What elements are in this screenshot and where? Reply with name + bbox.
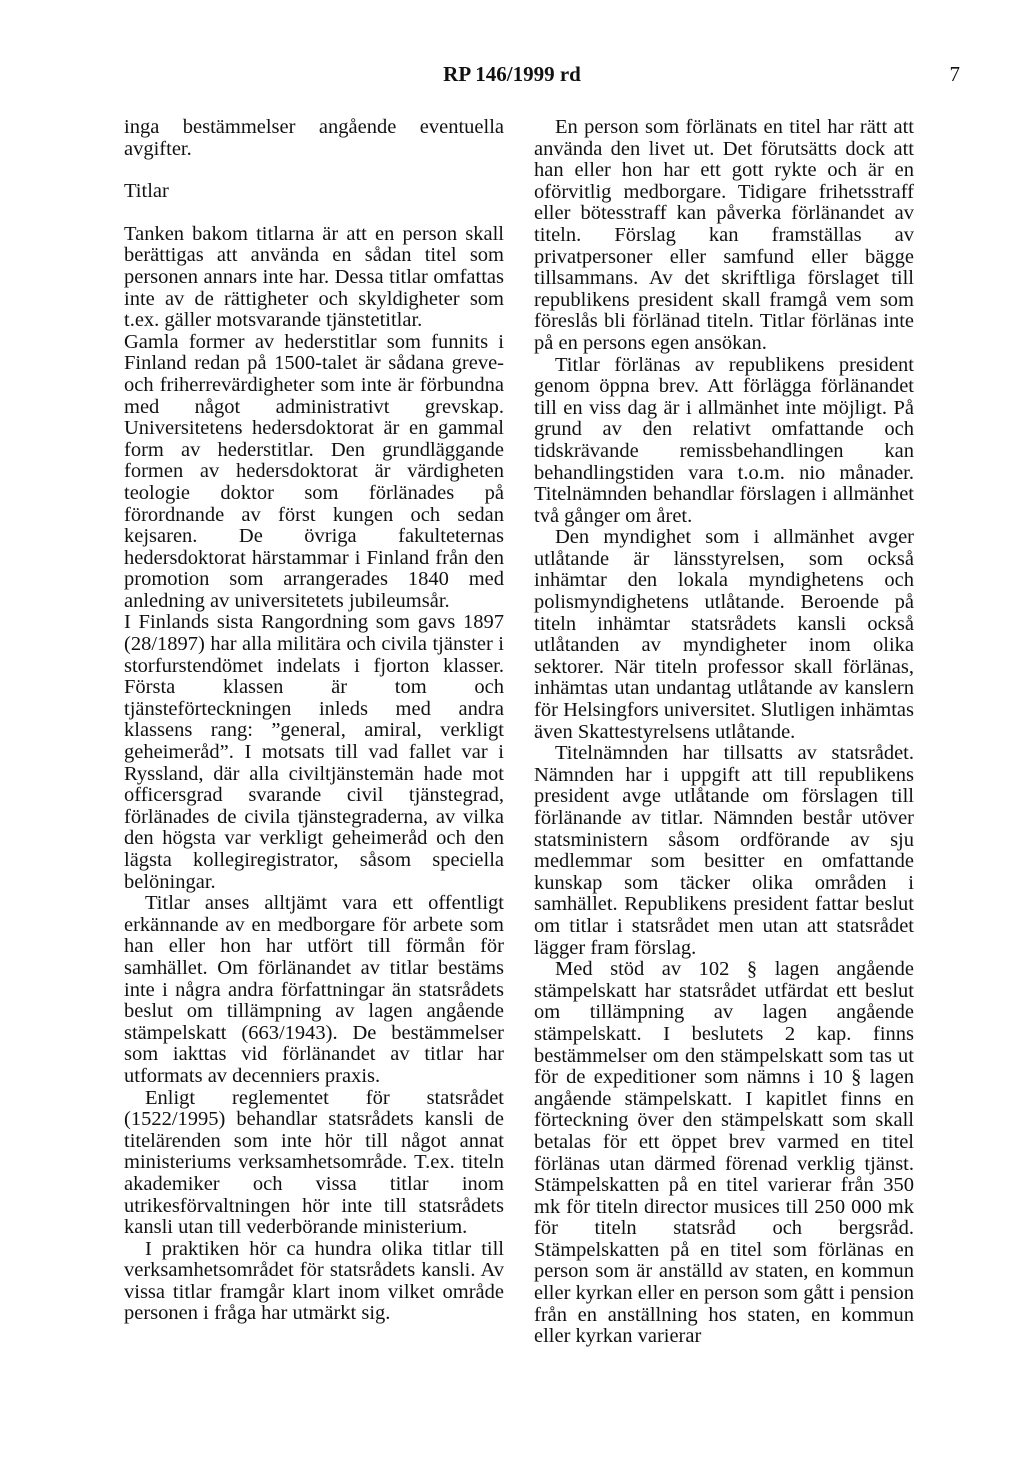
paragraph: inga bestämmelser angående eventuella avgifter. [124, 116, 504, 160]
left-column [124, 117, 504, 1325]
paragraph: I Finlands sista Rangordning som gavs 1897 (28/1897) har alla militära och civila tjänster i storfurstendömet indelats i fjorton klasser. Första klassen är tom och tjänsteförteckningen inleds med andra klassens rang: ”general, amiral, verkligt geheimeråd”. I motsats till vad fallet var i Ryssland, där alla civiltjänstemän hade mot officersgrad svarande civil tjänstegrad, förlänades de civila tjänstegraderna, av vilka den högsta var verkligt geheimeråd och den lägsta kollegiregistrator, såsom speciella belöningar. [124, 611, 504, 893]
paragraph: Gamla former av hederstitlar som funnits i Finland redan på 1500-talet är sådana greve- och friherrevärdigheter som inte är förbundna med något administrativt grevskap. Universitetens hedersdoktorat är en gammal form av hederstitlar. Den grundläggande formen av hedersdoktorat är värdigheten teologie doktor som förlänades på förordnande av först kungen och sedan kejsaren. De övriga fakulteternas hedersdoktorat härstammar i Finland från den promotion som arrangerades 1840 med anledning av universitetets jubileumsår. [124, 330, 504, 612]
section-heading: Titlar [124, 180, 169, 203]
paragraph: Med stöd av 102 § lagen angående stämpelskatt har statsrådet utfärdat ett beslut om tillämpning av lagen angående stämpelskatt. I beslutets 2 kap. finns bestämmelser om den stämpelskatt som tas ut för de expeditioner som nämns i 10 § lagen angående stämpelskatt. I kapitlet finns en förteckning över den stämpelskatt som skall betalas för ett öppet brev varmed en titel förlänas utan därmed förenad verklig tjänst. Stämpelskatten på en titel varierar från 350 mk för titeln director musices till 250 000 mk för titeln statsråd och bergsråd. Stämpelskatten på en titel som förlänas en person som är anställd av staten, en kommun eller kyrkan eller en person som gått i pension från en anställning hos staten, en kommun eller kyrkan varierar [534, 958, 914, 1348]
right-column [534, 117, 914, 1348]
paragraph: En person som förlänats en titel har rätt att använda den livet ut. Det förutsätts dock att han eller hon har ett gott rykte och är en oförvitlig medborgare. Tidigare frihetsstraff eller bötesstraff kan påverka förlänandet av titeln. Förslag kan framställas av privatpersoner eller samfund eller bägge tillsammans. Av det skriftliga förslaget till republikens president skall framgå vem som föreslås bli förlänad titeln. Titlar förlänas inte på en persons egen ansökan. [534, 116, 914, 354]
page-header [0, 62, 1024, 92]
paragraph: Den myndighet som i allmänhet avger utlåtande är länsstyrelsen, som också inhämtar den lokala myndighetens och polismyndighetens utlåtande. Beroende på titeln inhämtar statsrådets kansli också utlåtanden av myndigheter inom olika sektorer. När titeln professor skall förlänas, inhämtas utan undantag utlåtande av kanslern för Helsingfors universitet. Slutligen inhämtas även Skattestyrelsens utlåtande. [534, 526, 914, 743]
paragraph: Titlar anses alltjämt vara ett offentligt erkännande av en medborgare för arbete som han eller hon har utfört till förmån för samhället. Om förlänandet av titlar bestäms inte i några andra författningar än statsrådets beslut om tillämpning av lagen angående stämpelskatt (663/1943). De bestämmelser som iakttas vid förlänandet av titlar har utformats av decenniers praxis. [124, 892, 504, 1087]
page-number: 7 [949, 62, 960, 86]
paragraph: Enligt reglementet för statsrådet (1522/1995) behandlar statsrådets kansli de titelärenden som inte hör till något annat ministeriums verksamhetsområde. T.ex. titeln akademiker och vissa titlar inom utrikesförvaltningen hör inte till statsrådets kansli utan till vederbörande ministerium. [124, 1086, 504, 1239]
paragraph: Tanken bakom titlarna är att en person skall berättigas att använda en sådan titel som personen annars inte har. Dessa titlar omfattas inte av de rättigheter och skyldigheter som t.ex. gäller motsvarande tjänstetitlar. [124, 222, 504, 332]
paragraph: I praktiken hör ca hundra olika titlar till verksamhetsområdet för statsrådets kansli. Av vissa titlar framgår klart inom vilket område personen i fråga har utmärkt sig. [124, 1237, 504, 1325]
document-reference: RP 146/1999 rd [443, 62, 581, 86]
paragraph: Titlar förlänas av republikens president genom öppna brev. Att förlägga förlänandet till en viss dag är i allmänhet inte möjligt. På grund av den relativt omfattande och tidskrävande remissbehandlingen kan behandlingstiden vara t.o.m. nio månader. Titelnämnden behandlar förslagen i allmänhet två gånger om året. [534, 353, 914, 527]
paragraph: Titelnämnden har tillsatts av statsrådet. Nämnden har i uppgift att till republikens president avge utlåtande om förslagen till förlänande av titlar. Nämnden består utöver statsministern såsom ordförande av sju medlemmar som besitter en omfattande kunskap som täcker olika områden i samhället. Republikens president fattar beslut om titlar i statsrådet men utan att statsrådet lägger fram förslag. [534, 742, 914, 959]
